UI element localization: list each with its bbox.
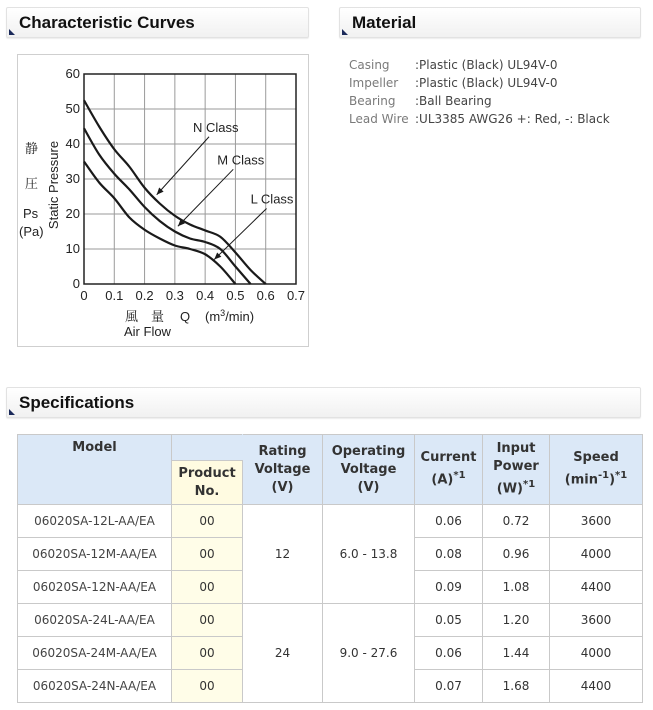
specifications-table xyxy=(17,434,643,703)
current-cell: 0.05 xyxy=(415,604,483,637)
table-row xyxy=(18,604,643,637)
y-tick-label: 40 xyxy=(65,136,80,151)
input-power-cell: 1.44 xyxy=(483,637,550,670)
material-label: Impeller xyxy=(349,76,399,90)
x-tick-labels xyxy=(80,288,305,303)
y-label-static-pressure: Static Pressure xyxy=(46,140,61,230)
material-value: :UL3385 AWG26 +: Red, -: Black xyxy=(415,112,610,126)
chart-svg xyxy=(18,55,308,346)
x-tick-label: 0 xyxy=(80,288,88,303)
material-list xyxy=(349,56,610,128)
x-label-air-flow: Air Flow xyxy=(124,324,171,339)
product-no-cell: 00 xyxy=(172,604,243,637)
x-tick-label: 0.6 xyxy=(256,288,275,303)
rating-voltage-cell: 12 xyxy=(243,505,323,604)
characteristic-curves-title: Characteristic Curves xyxy=(19,13,195,32)
input-power-cell: 1.20 xyxy=(483,604,550,637)
y-tick-labels xyxy=(66,66,80,291)
x-tick-label: 0.4 xyxy=(196,288,215,303)
speed-cell: 4000 xyxy=(550,637,643,670)
model-cell: 06020SA-12M-AA/EA xyxy=(18,538,172,571)
material-row xyxy=(349,56,610,74)
material-label: Bearing xyxy=(349,94,396,108)
product-no-cell: 00 xyxy=(172,538,243,571)
specifications-title: Specifications xyxy=(19,393,135,412)
input-power-cell: 1.08 xyxy=(483,571,550,604)
corner-marker xyxy=(9,409,15,415)
y-label-kanji-2: 圧 xyxy=(25,177,39,192)
input-power-cell: 1.68 xyxy=(483,670,550,703)
corner-marker xyxy=(9,29,15,35)
material-row xyxy=(349,110,610,128)
product-no-cell: 00 xyxy=(172,571,243,604)
model-cell: 06020SA-24M-AA/EA xyxy=(18,637,172,670)
curve-label: M Class xyxy=(217,152,265,168)
material-label: Lead Wire xyxy=(349,112,409,126)
rating-voltage-header: Rating Voltage (V) xyxy=(243,435,323,505)
y-tick-label: 10 xyxy=(65,241,80,256)
speed-cell: 4400 xyxy=(550,670,643,703)
specifications-header xyxy=(6,387,641,418)
x-tick-label: 0.5 xyxy=(226,288,245,303)
model-cell: 06020SA-24N-AA/EA xyxy=(18,670,172,703)
material-header xyxy=(339,7,641,38)
x-label-kanji: 風 量 xyxy=(125,310,165,325)
annotation-leader xyxy=(214,209,266,260)
model-cell: 06020SA-12N-AA/EA xyxy=(18,571,172,604)
y-tick-label: 30 xyxy=(65,171,80,186)
x-tick-label: 0.1 xyxy=(105,288,124,303)
input-power-header: Input Power $(W)^{*1}$ xyxy=(483,435,550,505)
y-tick-label: 20 xyxy=(65,206,80,221)
speed-cell: 4000 xyxy=(550,538,643,571)
operating-voltage-header: Operating Voltage (V) xyxy=(323,435,415,505)
current-header: Current $(A)^{*1}$ xyxy=(415,435,483,505)
x-label-unit: $(m^3/\min)$ xyxy=(205,308,255,324)
current-cell: 0.07 xyxy=(415,670,483,703)
model-header-spacer xyxy=(172,435,243,461)
model-cell: 06020SA-12L-AA/EA xyxy=(18,505,172,538)
curve-label: L Class xyxy=(250,191,294,207)
current-cell: 0.06 xyxy=(415,505,483,538)
y-tick-label: 60 xyxy=(65,66,80,81)
material-value: :Ball Bearing xyxy=(415,94,492,108)
material-row xyxy=(349,74,610,92)
annotation-leader xyxy=(157,137,209,195)
chart-grid xyxy=(84,74,296,284)
corner-marker xyxy=(342,29,348,35)
x-tick-label: 0.3 xyxy=(165,288,184,303)
speed-cell: 3600 xyxy=(550,505,643,538)
material-title: Material xyxy=(352,13,417,32)
y-tick-label: 0 xyxy=(72,276,80,291)
y-label-ps: Ps xyxy=(23,206,39,221)
current-cell: 0.08 xyxy=(415,538,483,571)
speed-header: Speed $(\min^{-1})^{*1}$ xyxy=(550,435,643,505)
material-value: :Plastic (Black) UL94V-0 xyxy=(415,58,558,72)
material-value: :Plastic (Black) UL94V-0 xyxy=(415,76,558,90)
model-cell: 06020SA-24L-AA/EA xyxy=(18,604,172,637)
input-power-cell: 0.72 xyxy=(483,505,550,538)
curve-annotations xyxy=(157,120,294,260)
y-tick-label: 50 xyxy=(65,101,80,116)
x-label-q: Q xyxy=(180,309,191,324)
operating-voltage-cell: 6.0 - 13.8 xyxy=(323,505,415,604)
y-label-kanji-1: 静 xyxy=(25,142,39,157)
table-row xyxy=(18,505,643,538)
characteristic-curves-chart xyxy=(17,54,309,347)
operating-voltage-cell: 9.0 - 27.6 xyxy=(323,604,415,703)
rating-voltage-cell: 24 xyxy=(243,604,323,703)
product-no-header: Product No. xyxy=(172,461,243,505)
speed-cell: 4400 xyxy=(550,571,643,604)
characteristic-curves-header xyxy=(6,7,309,38)
product-no-cell: 00 xyxy=(172,505,243,538)
model-header: Model xyxy=(18,435,172,505)
current-cell: 0.09 xyxy=(415,571,483,604)
product-no-cell: 00 xyxy=(172,637,243,670)
x-tick-label: 0.2 xyxy=(135,288,154,303)
input-power-cell: 0.96 xyxy=(483,538,550,571)
material-label: Casing xyxy=(349,58,390,72)
curve-label: N Class xyxy=(193,119,239,135)
y-label-unit: (Pa) xyxy=(19,224,44,239)
specifications-body xyxy=(18,505,643,703)
material-row xyxy=(349,92,610,110)
x-tick-label: 0.7 xyxy=(286,288,306,303)
product-no-cell: 00 xyxy=(172,670,243,703)
current-cell: 0.06 xyxy=(415,637,483,670)
curve-l-class xyxy=(84,162,235,285)
speed-cell: 3600 xyxy=(550,604,643,637)
